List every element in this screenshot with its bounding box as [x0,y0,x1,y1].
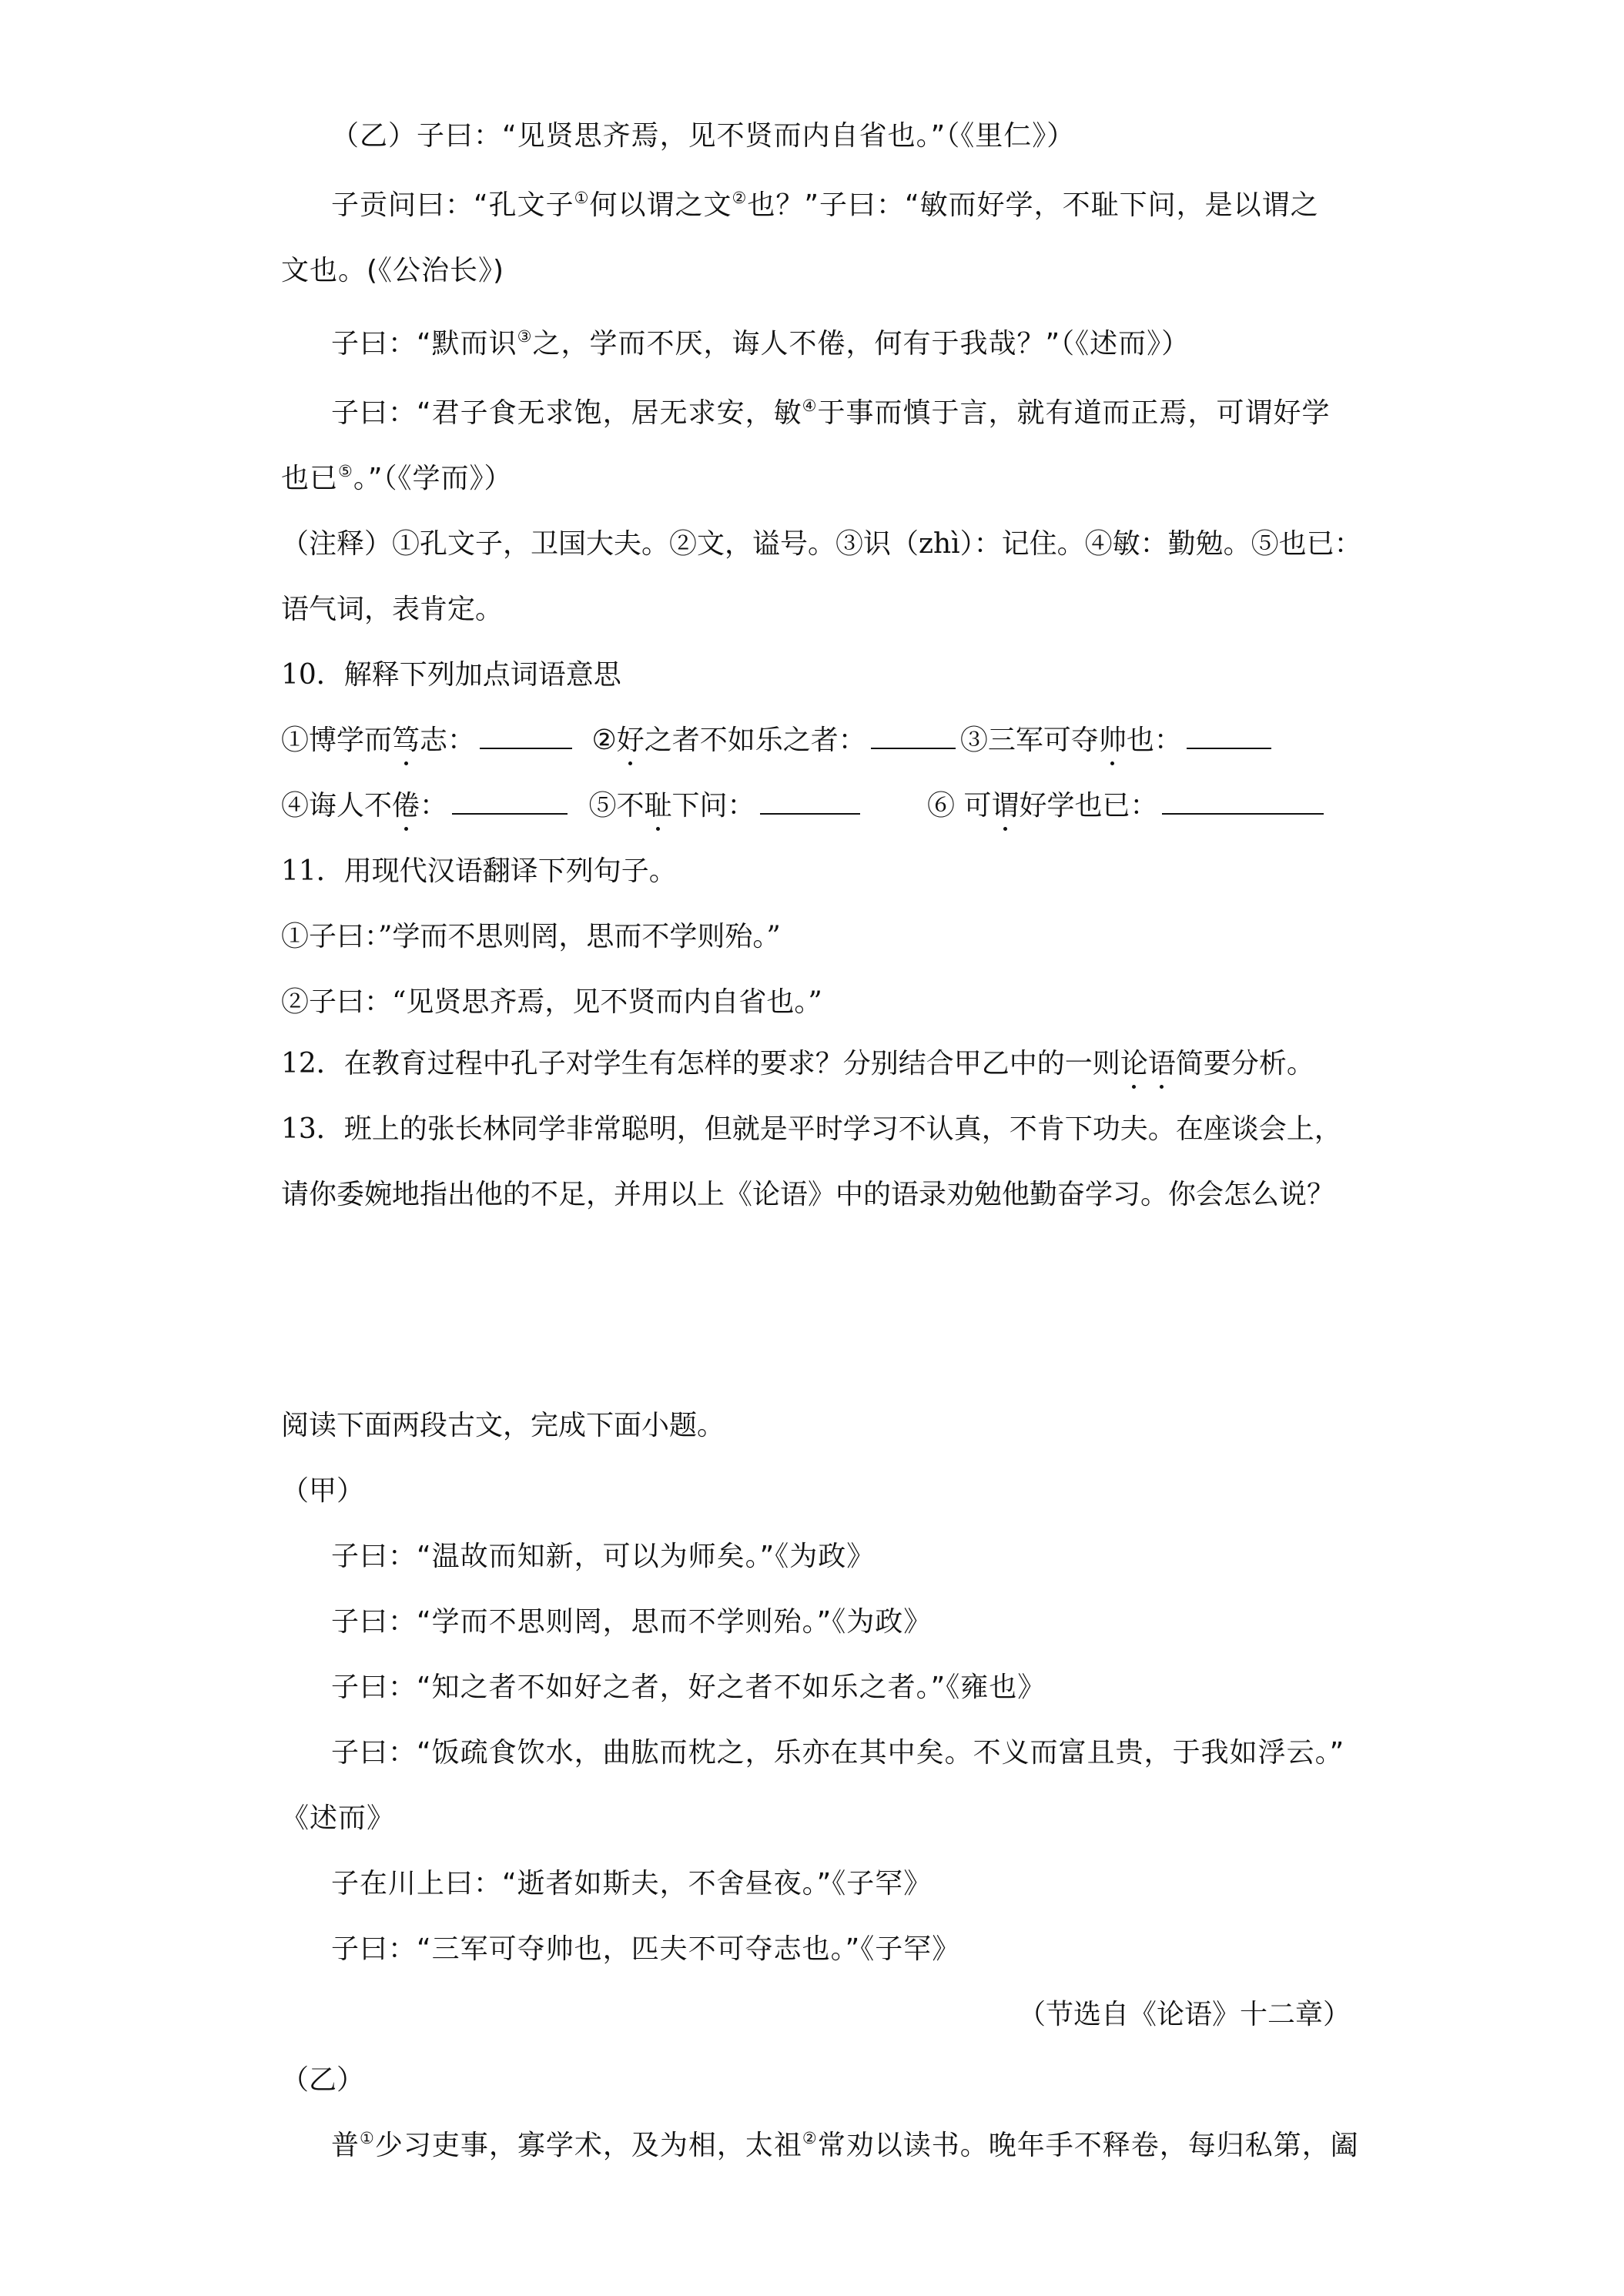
dotted-word: 论 [1120,1046,1148,1083]
dotted-word: 倦 [392,788,420,825]
text-line: 子曰：“默而识③之，学而不厌，诲人不倦，何有于我哉？”（《述而》） [331,327,1190,360]
question-13: 13．班上的张长林同学非常聪明，但就是平时学习不认真，不肯下功夫。在座谈会上， [281,1113,1342,1145]
dotted-word: 谓 [991,788,1019,825]
question-10-row-1: ①博学而笃志： ②好之者不如乐之者： ③三军可夺帅也： [281,722,1276,759]
text-line: 子曰：“学而不思则罔，思而不学则殆。”《为政》 [331,1606,933,1638]
annotation-note: 语气词，表肯定。 [281,594,504,625]
question-10-title: 10．解释下列加点词语意思 [281,659,621,691]
text-line: 普①少习吏事，寡学术，及为相，太祖②常劝以读书。晚年手不释卷，每归私第，阖 [331,2129,1359,2161]
text-line: 《述而》 [281,1802,396,1834]
text-line: 子曰：“知之者不如好之者，好之者不如乐之者。”《雍也》 [331,1672,1046,1703]
text-line: 也已⑤。”（《学而》） [281,462,513,494]
question-11-sentence: ①子曰：”学而不思则罔，思而不学则殆。” [281,921,781,952]
answer-blank[interactable] [452,790,568,815]
text-line: 子在川上曰：“逝者如斯夫，不舍昼夜。”《子罕》 [331,1868,933,1899]
text-line: （乙）子曰：“见贤思齐焉，见不贤而内自省也。”（《里仁》） [331,120,1076,152]
answer-blank[interactable] [760,790,860,815]
section-label-yi: （乙） [281,2064,365,2096]
answer-blank[interactable] [1187,725,1271,749]
question-13: 请你委婉地指出他的不足，并用以上《论语》中的语录劝勉他勤奋学习。你会怎么说？ [281,1179,1335,1210]
question-10-row-2: ④诲人不倦： ⑤不耻下问： ⑥ 可谓好学也已： [281,788,1328,825]
dotted-word: 耻 [645,788,672,825]
text-line: 子曰：“温故而知新，可以为师矣。”《为政》 [331,1541,876,1572]
reading-intro: 阅读下面两段古文，完成下面小题。 [281,1410,725,1441]
dotted-word: 好 [617,722,645,759]
text-line: 子曰：“三军可夺帅也，匹夫不可夺志也。”《子罕》 [331,1933,961,1965]
answer-blank[interactable] [480,725,572,749]
text-line: 子曰：“君子食无求饱，居无求安，敏④于事而慎于言，就有道而正焉，可谓好学 [331,397,1331,429]
answer-blank[interactable] [871,725,956,749]
dotted-word: 语 [1148,1046,1176,1083]
source-citation: （节选自《论语》十二章） [1017,1999,1351,2030]
question-12: 12．在教育过程中孔子对学生有怎样的要求？分别结合甲乙中的一则论语简要分析。 [281,1046,1314,1083]
dotted-word: 帅 [1099,722,1127,759]
question-11-title: 11．用现代汉语翻译下列句子。 [281,855,677,887]
annotation-note: （注释）①孔文子，卫国大夫。②文，谥号。③识（zhì）：记住。④敏：勤勉。⑤也已： [281,528,1362,560]
section-label-jia: （甲） [281,1475,365,1507]
text-line: 文也。(《公治长》) [281,255,505,286]
dotted-word: 笃 [392,722,420,759]
text-line: 子贡问曰：“孔文子①何以谓之文②也？”子曰：“敏而好学，不耻下问，是以谓之 [331,189,1319,221]
text-line: 子曰：“饭疏食饮水，曲肱而枕之，乐亦在其中矣。不义而富且贵，于我如浮云。” [331,1737,1345,1769]
answer-blank[interactable] [1162,790,1324,815]
question-11-sentence: ②子曰：“见贤思齐焉，见不贤而内自省也。” [281,986,822,1018]
